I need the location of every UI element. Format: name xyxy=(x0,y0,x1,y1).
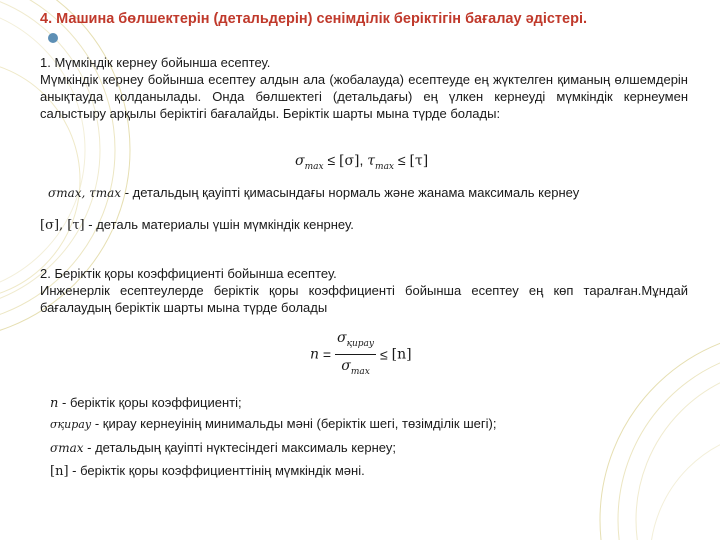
section1-paragraph: Мүмкіндік кернеу бойынша есептеу алдын ала (жобалауда) есептеуде ең жүктелген қиманың өлшемдерін анықтауда қолданылады. Онда бөлшектегі (детальдағы) ең үлкен кернеуді мүмкіндік кернеумен салыстыру арқылы беріктігі бағалайды. Беріктік шарты мына түрде болады: xyxy=(40,72,688,121)
slide-title: 4. Машина бөлшектерін (детальдерін) сенімділік беріктігін бағалау әдістері. xyxy=(40,11,588,27)
section1-heading: 1. Мүмкіндік кернеу бойынша есептеу. xyxy=(40,55,271,70)
safety-factor-formula: n = $\frac{\sigma_{қирау}}{\sigma_{max}}$ ≤ [n] xyxy=(310,328,412,381)
definition-max-stress: σmax, τmax - детальдың қауіпті қимасындағы нормаль және жанама максималь кернеу xyxy=(48,185,580,200)
strength-condition-formula: $\sigma_{max} \le [\sigma]$, $\tau_{max} \le [\tau]$ xyxy=(295,152,429,172)
section2-paragraph: Инженерлік есептеулерде беріктік қоры коэффициенті бойынша есептеу ең көп таралған.Мұндай бағалаудың беріктік шарты мына түрде болады xyxy=(40,283,688,315)
definition-allowable-n: [n] - беріктік қоры коэффициенттінің мүмкіндік мәні. xyxy=(50,463,365,479)
title-bullet-icon xyxy=(48,33,58,43)
section2-heading: 2. Беріктік қоры коэффициенті бойынша есептеу. xyxy=(40,266,337,281)
definition-allowable-stress: [σ], [τ] - деталь материалы үшін мүмкіндік кенрнеу. xyxy=(40,217,354,233)
safety-factor-fraction: $\frac{\sigma_{қирау}}{\sigma_{max}}$ xyxy=(337,330,375,377)
definition-n: n - беріктік қоры коэффициенті; xyxy=(50,395,242,411)
definition-sigma-failure: σқирау - қирау кернеуінің минимальды мәні (беріктік шегі, төзімділік шегі); xyxy=(50,416,497,431)
definition-sigma-max: σmax - детальдың қауіпті нүктесіндегі максималь кернеу; xyxy=(50,440,396,455)
